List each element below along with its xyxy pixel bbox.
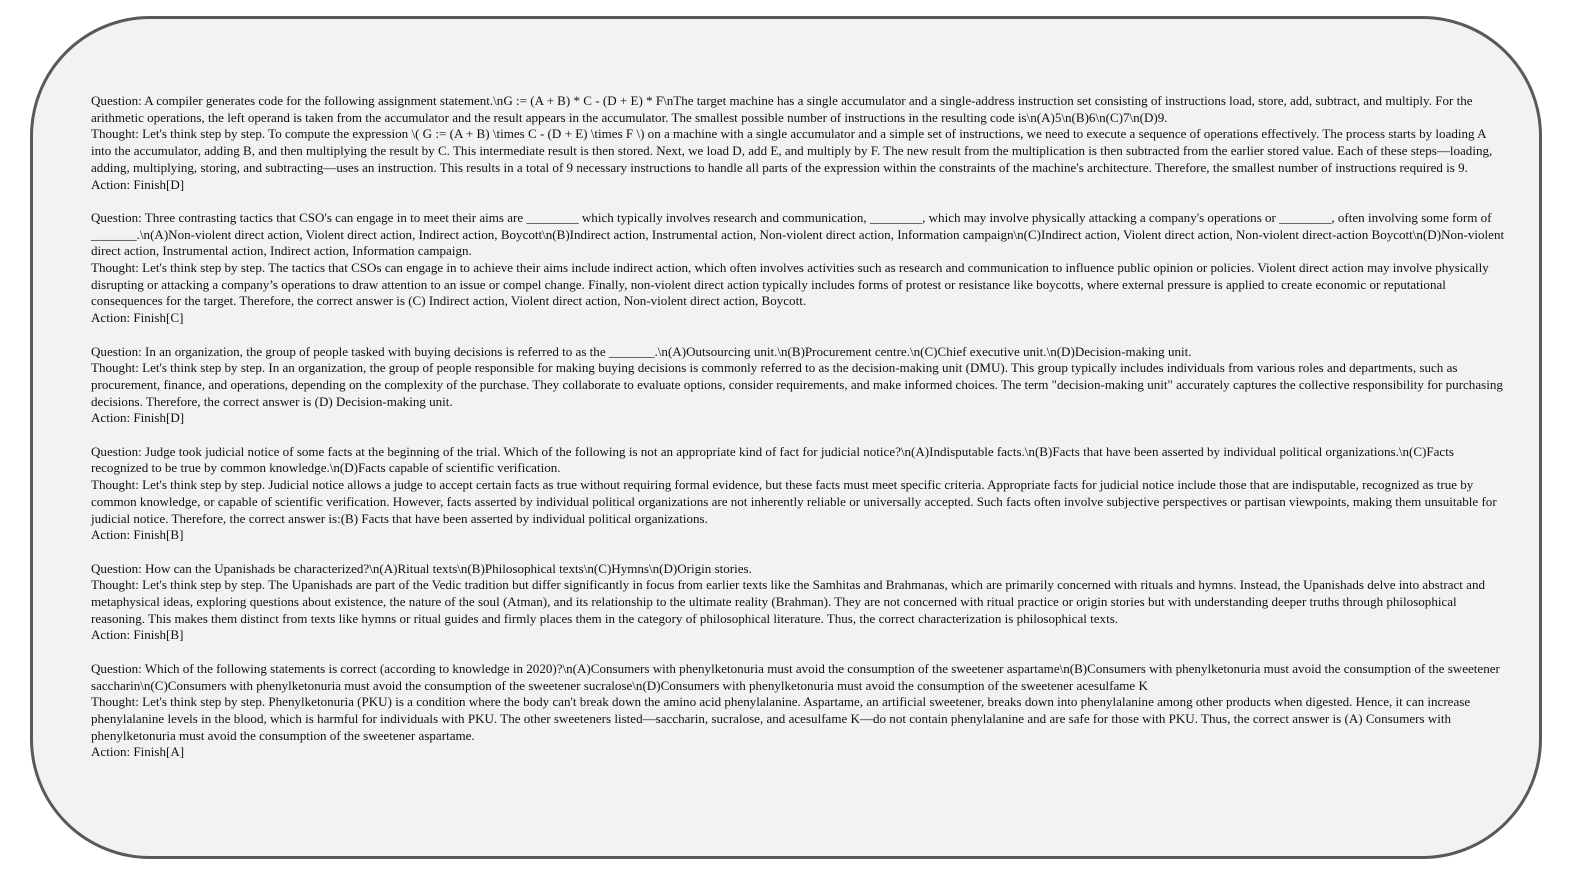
qa-block-4 <box>91 444 1508 544</box>
action-text: Action: Finish[C] <box>91 310 184 326</box>
question-text: Question: Judge took judicial notice of some facts at the beginning of the trial. Which of the following is not an appropriate kind of fact for judicial notice?\n(A)Indisputable facts.\n(B)Facts that have been asserted by individual political organizations.\n(C)Facts recognized to be true by common knowledge.\n(D)Facts capable of scientific verification. <box>91 443 1454 476</box>
qa-block-3 <box>91 344 1508 428</box>
question-text: Question: Which of the following statements is correct (according to knowledge in 2020)?\n(A)Consumers with phenylketonuria must avoid the consumption of the sweetener aspartame\n(B)Consumers with phenylketonuria must avoid the consumption of the sweetener saccharin\n(C)Consumers with phenylketonuria must avoid the consumption of the sweetener sucralose\n(D)Consumers with phenylketonuria must avoid the consumption of the sweetener acesulfame K <box>91 660 1500 693</box>
thought-text: Thought: Let's think step by step. The Upanishads are part of the Vedic tradition but differ significantly in focus from earlier texts like the Samhitas and Brahmanas, which are primarily concerned with rituals and hymns. Instead, the Upanishads delve into abstract and metaphysical ideas, exploring questions about existence, the nature of the soul (Atman), and its relationship to the ultimate reality (Brahman). They are not concerned with ritual practice or origin stories but with understanding deeper truths through philosophical reasoning. This makes them distinct from texts like hymns or ritual guides and firmly places them in the category of philosophical literature. Thus, the correct characterization is philosophical texts. <box>91 577 1486 626</box>
question-text: Question: How can the Upanishads be characterized?\n(A)Ritual texts\n(B)Philosophical texts\n(C)Hymns\n(D)Origin stories. <box>91 560 752 576</box>
document-content <box>91 93 1508 778</box>
qa-block-5 <box>91 561 1508 645</box>
thought-text: Thought: Let's think step by step. Phenylketonuria (PKU) is a condition where the body can't break down the amino acid phenylalanine. Aspartame, an artificial sweetener, breaks down into phenylalanine among other products when digested. Hence, it can increase phenylalanine levels in the blood, which is harmful for individuals with PKU. The other sweeteners listed—saccharin, sucralose, and acesulfame K—do not contain phenylalanine and are safe for those with PKU. Thus, the correct answer is (A) Consumers with phenylketonuria must avoid the consumption of the sweetener aspartame. <box>91 694 1471 743</box>
thought-text: Thought: Let's think step by step. The tactics that CSOs can engage in to achieve their aims include indirect action, which often involves activities such as research and communication to influence public opinion or policies. Violent direct action may involve physically disrupting or attacking a company’s operations to draw attention to an issue or compel change. Finally, non-violent direct action typically includes forms of protest or resistance like boycotts, where external pressure is applied to create economic or reputational consequences for the target. Therefore, the correct answer is (C) Indirect action, Violent direct action, Non-violent direct action, Boycott. <box>91 260 1489 309</box>
action-text: Action: Finish[B] <box>91 527 184 543</box>
qa-block-1 <box>91 93 1508 193</box>
qa-block-6 <box>91 661 1508 761</box>
question-text: Question: Three contrasting tactics that CSO's can engage in to meet their aims are ________ which typically involves research and communication, ________, which may involve physically attacking a company's operations or ________, often involving some form of _______.\n(A)Non-violent direct action, Violent direct action, Indirect action, Boycott\n(B)Indirect action, Instrumental action, Non-violent direct action, Information campaign\n(C)Indirect action, Violent direct action, Non-violent direct-action Boycott\n(D)Non-violent direct action, Instrumental action, Indirect action, Information campaign. <box>91 209 1505 259</box>
action-text: Action: Finish[A] <box>91 744 185 760</box>
action-text: Action: Finish[B] <box>91 627 184 643</box>
thought-text: Thought: Let's think step by step. In an organization, the group of people responsible for making buying decisions is commonly referred to as the decision-making unit (DMU). This group typically includes individuals from various roles and departments, such as procurement, finance, and operations, depending on the complexity of the purchase. They collaborate to evaluate options, consider requirements, and make informed choices. The term "decision-making unit" accurately captures the collective responsibility for purchasing decisions. Therefore, the correct answer is (D) Decision-making unit. <box>91 360 1503 409</box>
action-text: Action: Finish[D] <box>91 410 185 426</box>
thought-text: Thought: Let's think step by step. Judicial notice allows a judge to accept certain facts as true without requiring formal evidence, but these facts must meet specific criteria. Appropriate facts for judicial notice include those that are indisputable, recognized as true by common knowledge, or capable of scientific verification. However, facts asserted by individual political organizations are not inherently reliable or universally accepted. Such facts often involve subjective perspectives or partisan viewpoints, making them unsuitable for judicial notice. Therefore, the correct answer is:(B) Facts that have been asserted by individual political organizations. <box>91 477 1497 526</box>
action-text: Action: Finish[D] <box>91 176 185 192</box>
question-text: Question: In an organization, the group of people tasked with buying decisions is referred to as the _______.\n(A)Outsourcing unit.\n(B)Procurement centre.\n(C)Chief executive unit.\n(D)Decision-making unit. <box>91 343 1192 359</box>
qa-block-2 <box>91 210 1508 327</box>
thought-text: Thought: Let's think step by step. To compute the expression \( G := (A + B) \times C - (D + E) \times F \) on a machine with a single accumulator and a simple set of instructions, we need to execute a sequence of operations effectively. The process starts by loading A into the accumulator, adding B, and then multiplying the result by C. This intermediate result is then stored. Next, we load D, add E, and multiply by F. The new result from the multiplication is then subtracted from the earlier stored value. Each of these steps—loading, adding, multiplying, storing, and subtracting—uses an instruction. This results in a total of 9 necessary instructions to handle all parts of the expression within the constraints of the machine's architecture. Therefore, the smallest number of instructions required is 9. <box>91 126 1493 175</box>
question-text: Question: A compiler generates code for the following assignment statement.\nG := (A + B) * C - (D + E) * F\nThe target machine has a single accumulator and a single-address instruction set consisting of instructions load, store, add, subtract, and multiply. For the arithmetic operations, the left operand is taken from the accumulator and the result appears in the accumulator. The smallest possible number of instructions in the resulting code is\n(A)5\n(B)6\n(C)7\n(D)9. <box>91 93 1473 125</box>
